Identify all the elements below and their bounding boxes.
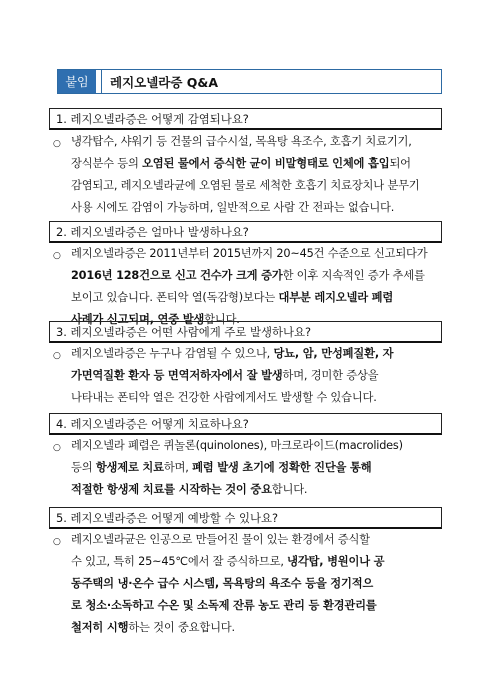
answer-line [71,369,378,383]
question-box-5: 5. 레지오넬라증은 어떻게 예방할 수 있나요? [49,507,442,529]
question-box-1: 1. 레지오넬라증은 어떻게 감염되나요? [49,108,442,130]
bullet-circle-icon: ○ [53,251,61,261]
answer-line [71,599,377,613]
answer-5 [53,533,445,643]
emphasis-text: 2016년 128건으로 신고 건수가 크게 증가 [71,269,283,282]
body-text: 감염되고, 레지오넬라균에 오염된 물로 세척한 호흡기 치료장치나 분무기 [71,179,420,192]
answer-line [71,391,377,405]
body-text: 되어 [389,157,411,170]
emphasis-text: 로 청소·소독하고 수온 및 소독제 잔류 농도 관리 등 환경관리를 [71,599,377,612]
body-text: 하며, 경미한 증상을 [282,369,379,382]
emphasis-text: 가면역질환 환자 등 면역저하자에서 잘 발생 [71,369,283,382]
body-text: 합니다. [204,313,240,326]
answer-line [71,247,427,261]
body-text: 냉각탑수, 샤워기 등 건물의 급수시설, 목욕탕 욕조수, 호흡기 치료기기, [71,135,412,148]
emphasis-text: 적절한 항생제 치료를 시작하는 것이 중요 [71,483,272,496]
answer-line [71,555,384,569]
body-text: 레지오넬라증은 누구나 감염될 수 있으나, [71,347,274,360]
body-text: 하는 것이 중요합니다. [128,621,235,634]
emphasis-text: 동주택의 냉·온수 급수 시스템, 목욕탕의 욕조수 등을 정기적으 [71,577,374,590]
emphasis-text: 항생제로 치료 [95,461,164,474]
question-box-3: 3. 레지오넬라증은 어떤 사람에게 주로 발생하나요? [49,321,442,343]
emphasis-text: 당뇨, 암, 만성폐질환, 자 [273,347,394,360]
appendix-tag: 붙임 [58,70,96,93]
answer-line [71,291,393,305]
body-text: 수 있고, 특히 25~45℃에서 잘 증식하므로, [71,555,288,568]
answer-line [71,347,393,361]
appendix-header [57,69,442,94]
bullet-circle-icon: ○ [53,537,61,547]
answer-line [71,577,373,591]
emphasis-text: 대부분 레지오넬라 폐렴 [278,291,394,304]
body-text: 레지오넬라균은 인공으로 만들어진 물이 있는 환경에서 증식할 [71,533,370,546]
emphasis-text: 오염된 물에서 증식한 균이 비말형태로 인체에 흡입 [142,157,390,170]
body-text: 하며, [163,461,193,474]
emphasis-text: 사례가 신고되며, 연중 발생 [71,313,205,326]
body-text: 한 이후 지속적인 증가 추세를 [282,269,425,282]
body-text: 합니다. [271,483,308,496]
answer-line [71,201,394,215]
question-box-4: 4. 레지오넬라증은 어떻게 치료하나요? [49,413,442,435]
answer-line [71,269,425,283]
answer-line [71,439,403,453]
body-text: 등의 [71,461,96,474]
bullet-circle-icon: ○ [53,443,61,453]
body-text: 보이고 있습니다. 폰티악 열(독감형)보다는 [71,291,279,304]
answer-4 [53,439,445,505]
answer-line [71,179,420,193]
emphasis-text: 폐렴 발생 초기에 정확한 진단을 통해 [192,461,372,474]
body-text: 장식분수 등의 [71,157,143,170]
answer-line [71,533,370,547]
emphasis-text: 철저히 시행 [71,621,129,634]
answer-line [71,461,371,475]
answer-1 [53,135,445,223]
answer-line [71,135,412,149]
answer-3 [53,347,445,413]
emphasis-text: 냉각탑, 병원이나 공 [287,555,385,568]
answer-line [71,483,307,497]
answer-line [71,157,411,171]
answer-line [71,621,235,635]
bullet-circle-icon: ○ [53,139,61,149]
body-text: 레지오넬라증은 2011년부터 2015년까지 20~45건 수준으로 신고되다가 [71,247,428,260]
body-text: 레지오넬라 폐렴은 퀴놀론(quinolones), 마크로라이드(macrolides) [71,439,403,452]
body-text: 사용 시에도 감염이 가능하며, 일반적으로 사람 간 전파는 없습니다. [71,201,395,214]
bullet-circle-icon: ○ [53,351,61,361]
appendix-title: 레지오넬라증 Q&A [102,70,441,93]
question-box-2: 2. 레지오넬라증은 얼마나 발생하나요? [49,221,442,243]
body-text: 나타내는 폰티악 열은 건강한 사람에게서도 발생할 수 있습니다. [71,391,377,404]
